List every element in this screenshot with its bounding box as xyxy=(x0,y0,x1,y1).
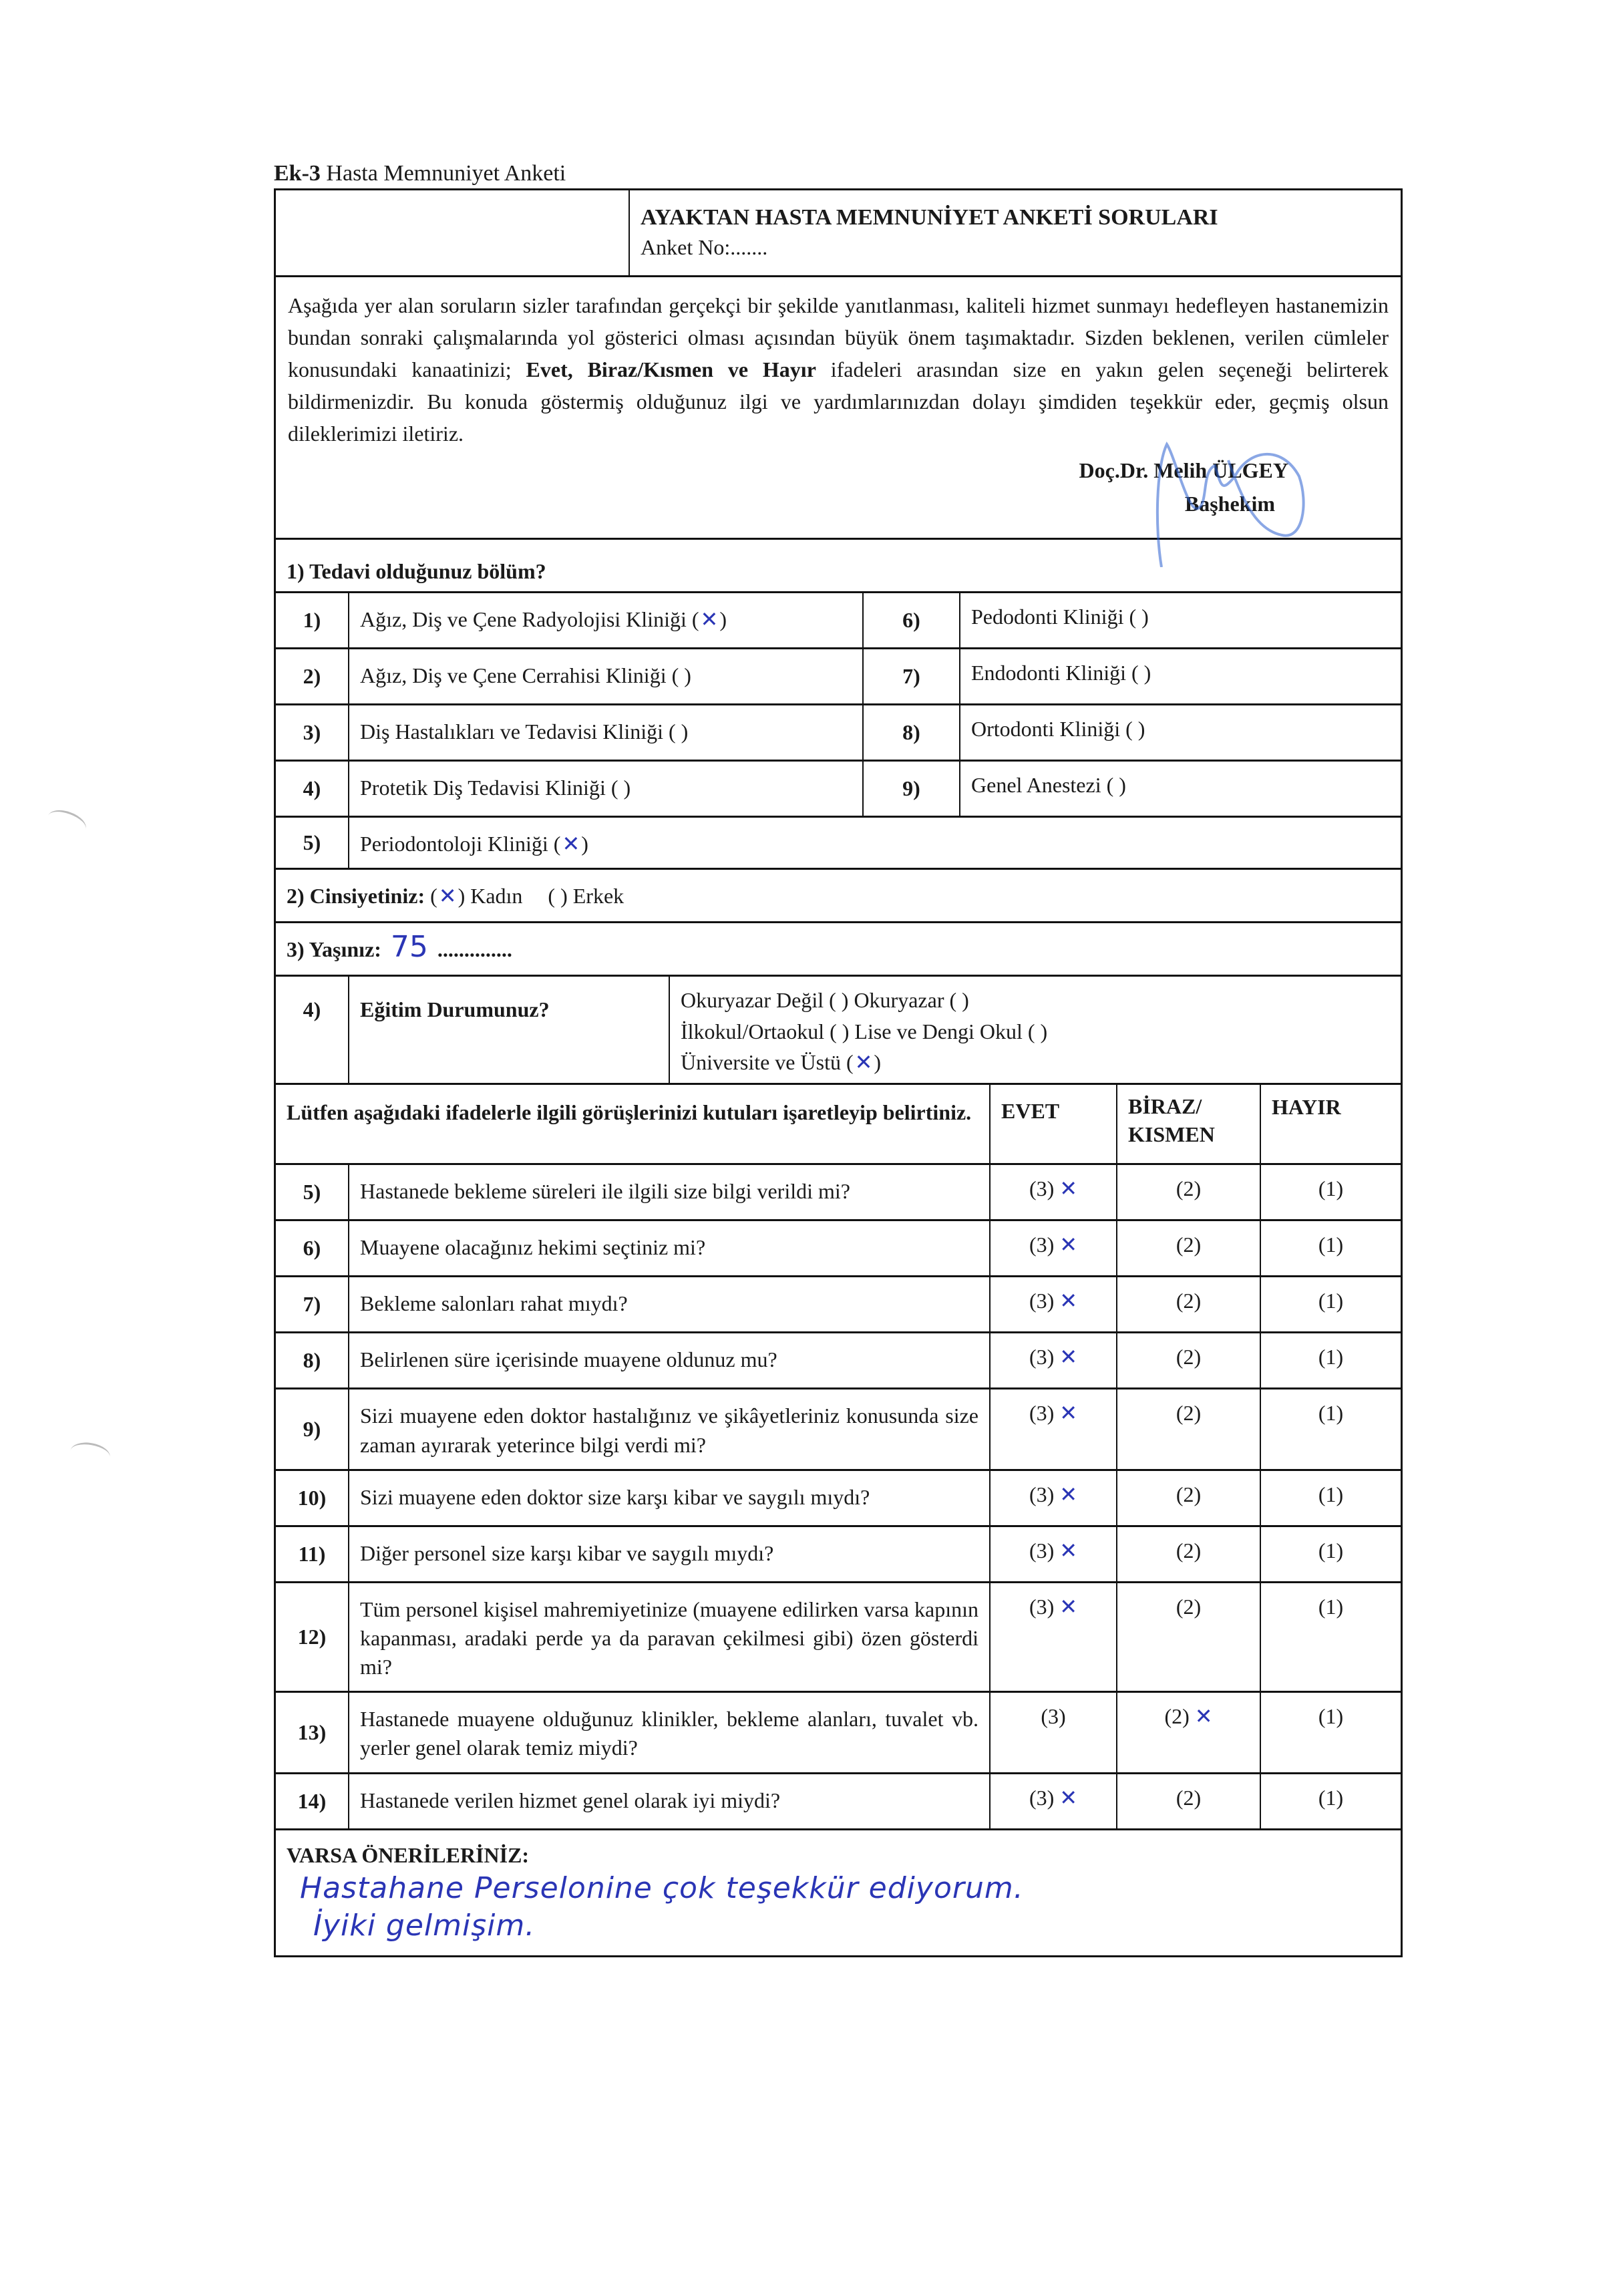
education-option-label: İlkokul/Ortaokul xyxy=(681,1019,830,1043)
signature-block xyxy=(288,454,1389,527)
rating-row xyxy=(276,1774,1401,1830)
gender-checkbox[interactable] xyxy=(430,882,465,911)
q4-label: Eğitim Durumunuz? xyxy=(349,977,670,1083)
score-label: (3) xyxy=(1029,1482,1055,1506)
q3-label: 3) Yaşınız: xyxy=(287,937,381,962)
score-checkbox xyxy=(1029,1595,1077,1619)
rating-option[interactable] xyxy=(1261,1333,1401,1387)
question-number: 5) xyxy=(276,1165,349,1219)
gender-checkbox-close-paren: ) xyxy=(458,884,466,909)
column-biraz-kismen: BİRAZ/ KISMEN xyxy=(1117,1085,1261,1163)
rating-option[interactable] xyxy=(991,1389,1117,1468)
score-checkbox xyxy=(1029,1786,1077,1810)
score-checkbox xyxy=(1029,1289,1077,1313)
score-label: (1) xyxy=(1318,1401,1344,1426)
q1-option[interactable] xyxy=(349,649,864,703)
score-checkbox xyxy=(1176,1345,1201,1369)
score-checkbox xyxy=(1318,1704,1343,1728)
document-label-prefix: Ek-3 xyxy=(274,161,321,186)
q1-option-row xyxy=(276,705,1401,762)
score-checkbox xyxy=(1029,1482,1077,1506)
education-line xyxy=(681,1047,1390,1078)
q4-number: 4) xyxy=(276,977,349,1083)
column-hayir: HAYIR xyxy=(1272,1095,1341,1120)
score-checkbox xyxy=(1176,1401,1201,1425)
gender-checkbox-parens: ( ) xyxy=(548,884,568,909)
intro-block xyxy=(276,277,1401,538)
question-text: Sizi muayene eden doktor size karşı kibar ve saygılı mıydı? xyxy=(349,1471,991,1525)
education-option-label: Üniversite ve Üstü xyxy=(681,1049,846,1074)
question-text: Hastanede verilen hizmet genel olarak iyi miydi? xyxy=(349,1774,991,1828)
score-label: (3) xyxy=(1029,1401,1055,1426)
option-checkbox-parens: ( ) xyxy=(1129,605,1149,629)
cross-mark-icon: ✕ xyxy=(1059,1176,1078,1202)
intro-part1: Aşağıda yer alan soruların sizler tarafından gerçekçi bir şekilde yanıtlanması, kaliteli hizmet sunmayı hedefleyen hastanemizin bundan sonraki çalışmalarında yol gösterici olması açısından büyük önem taşımaktadır. Sizden beklenen, verilen cümleler konusundaki kanaatinizi; xyxy=(288,293,1389,381)
score-label: (3) xyxy=(1029,1233,1055,1257)
question-text: Tüm personel kişisel mahremiyetinize (muayene edilirken varsa kapının kapanması, aradaki perde ya da paravan çekilmesi gibi) özen gösterdi mi? xyxy=(349,1583,991,1691)
score-checkbox xyxy=(1176,1595,1201,1619)
age-value[interactable]: 75 xyxy=(390,930,428,965)
rating-option[interactable] xyxy=(1261,1693,1401,1772)
option-checkbox-close-paren: ) xyxy=(719,607,727,632)
rating-option[interactable] xyxy=(1261,1774,1401,1828)
rating-option[interactable] xyxy=(1117,1277,1261,1331)
cross-mark-icon: ✕ xyxy=(854,1049,873,1075)
q1-option[interactable] xyxy=(960,593,1401,647)
rating-option[interactable] xyxy=(1117,1165,1261,1219)
rating-option[interactable] xyxy=(1261,1389,1401,1468)
ratings-instruction: Lütfen aşağıdaki ifadelerle ilgili görüşlerinizi kutuları işaretleyip belirtiniz. xyxy=(276,1085,991,1163)
q1-option[interactable] xyxy=(349,762,864,816)
q1-option[interactable] xyxy=(960,649,1401,703)
option-number: 2) xyxy=(276,649,349,703)
question-text: Bekleme salonları rahat mıydı? xyxy=(349,1277,991,1331)
question-text: Hastanede muayene olduğunuz klinikler, bekleme alanları, tuvalet vb. yerler genel olarak temiz miydi? xyxy=(349,1693,991,1772)
question-number: 14) xyxy=(276,1774,349,1828)
binder-hole-mark xyxy=(44,806,90,840)
header-row xyxy=(276,190,1401,277)
score-label: (2) xyxy=(1176,1482,1202,1506)
education-option-label: Okuryazar Değil xyxy=(681,988,830,1013)
option-label: Endodonti Kliniği xyxy=(971,661,1131,685)
score-label: (1) xyxy=(1318,1233,1344,1257)
score-label: (3) xyxy=(1029,1345,1055,1369)
cross-mark-icon: ✕ xyxy=(1059,1344,1078,1370)
score-label: (1) xyxy=(1318,1594,1344,1619)
q1-option[interactable] xyxy=(960,705,1401,760)
score-checkbox xyxy=(1176,1289,1201,1313)
question-text: Muayene olacağınız hekimi seçtiniz mi? xyxy=(349,1221,991,1275)
score-checkbox xyxy=(1318,1345,1343,1369)
option-number: 8) xyxy=(864,705,960,760)
rating-option[interactable] xyxy=(991,1583,1117,1691)
option-label: Periodontoloji Kliniği xyxy=(360,832,554,856)
score-checkbox xyxy=(1318,1176,1343,1200)
score-checkbox xyxy=(1029,1345,1077,1369)
question-number: 10) xyxy=(276,1471,349,1525)
gender-checkbox[interactable] xyxy=(548,882,567,911)
q1-options xyxy=(276,593,1401,870)
education-checkbox[interactable] xyxy=(846,1047,881,1078)
survey-number[interactable]: Anket No:....... xyxy=(641,234,768,259)
question-number: 8) xyxy=(276,1333,349,1387)
rating-option[interactable] xyxy=(1261,1527,1401,1581)
score-checkbox xyxy=(1029,1538,1077,1563)
q2-row xyxy=(276,870,1401,923)
score-label: (3) xyxy=(1029,1176,1055,1201)
gender-checkbox-open-paren: ( xyxy=(430,884,437,909)
rating-option[interactable] xyxy=(1117,1221,1261,1275)
score-checkbox xyxy=(1041,1704,1065,1728)
rating-row xyxy=(276,1471,1401,1527)
rating-option[interactable] xyxy=(991,1471,1117,1525)
q2-cell xyxy=(276,870,1401,921)
question-text: Diğer personel size karşı kibar ve saygılı mıydı? xyxy=(349,1527,991,1581)
education-checkbox-open-paren: ( xyxy=(846,1049,854,1074)
q4-options xyxy=(670,977,1401,1083)
rating-option[interactable] xyxy=(1261,1471,1401,1525)
education-checkbox[interactable] xyxy=(830,1016,849,1047)
q1-option-row xyxy=(276,593,1401,649)
education-option-label: Okuryazar xyxy=(854,988,950,1013)
education-line xyxy=(681,1016,1390,1047)
q1-option[interactable] xyxy=(349,593,864,647)
score-checkbox xyxy=(1318,1595,1343,1619)
option-checkbox[interactable] xyxy=(611,774,631,802)
option-checkbox[interactable] xyxy=(1107,771,1126,800)
rating-row xyxy=(276,1389,1401,1470)
score-label: (3) xyxy=(1029,1785,1055,1810)
score-checkbox xyxy=(1318,1233,1343,1257)
option-checkbox[interactable] xyxy=(669,717,688,746)
option-label: Pedodonti Kliniği xyxy=(971,605,1129,629)
q3-row xyxy=(276,923,1401,977)
rating-option[interactable] xyxy=(991,1221,1117,1275)
option-checkbox-parens: ( ) xyxy=(610,776,631,800)
education-line xyxy=(681,985,1390,1015)
q1-option[interactable] xyxy=(349,705,864,760)
option-checkbox-parens: ( ) xyxy=(671,663,691,688)
q1-option-row xyxy=(276,762,1401,818)
education-checkbox[interactable] xyxy=(949,985,968,1015)
option-checkbox-close-paren: ) xyxy=(581,832,588,856)
cross-mark-icon: ✕ xyxy=(1059,1537,1078,1563)
score-label: (3) xyxy=(1029,1538,1055,1563)
q2-options xyxy=(430,884,644,908)
age-dots: .............. xyxy=(437,937,512,962)
score-label: (1) xyxy=(1318,1704,1344,1729)
rating-option[interactable] xyxy=(1117,1333,1261,1387)
suggestion-line-2[interactable]: İyiki gelmişim. xyxy=(313,1908,536,1943)
question-text: Belirlenen süre içerisinde muayene oldunuz mu? xyxy=(349,1333,991,1387)
score-label: (2) xyxy=(1176,1289,1202,1313)
cross-mark-icon: ✕ xyxy=(1059,1481,1078,1507)
option-label: Ağız, Diş ve Çene Radyolojisi Kliniği xyxy=(360,607,692,632)
rating-option[interactable] xyxy=(1117,1693,1261,1772)
question-number: 11) xyxy=(276,1527,349,1581)
survey-form xyxy=(274,188,1403,1957)
q3-cell xyxy=(276,923,1401,975)
intro-text xyxy=(288,289,1389,450)
option-number: 4) xyxy=(276,762,349,816)
score-label: (1) xyxy=(1318,1538,1344,1563)
score-label: (1) xyxy=(1318,1482,1344,1506)
question-number: 6) xyxy=(276,1221,349,1275)
score-label: (1) xyxy=(1318,1345,1344,1369)
score-label: (2) xyxy=(1176,1345,1202,1369)
signatory-name: Doç.Dr. Melih ÜLGEY xyxy=(1079,458,1288,482)
education-checkbox[interactable] xyxy=(829,985,848,1015)
cross-mark-icon: ✕ xyxy=(1059,1400,1078,1426)
score-label: (1) xyxy=(1318,1785,1344,1810)
q1-header-row xyxy=(276,540,1401,593)
option-checkbox-parens: ( ) xyxy=(668,719,689,744)
option-number: 9) xyxy=(864,762,960,816)
option-checkbox-open-paren: ( xyxy=(553,832,561,856)
rating-row xyxy=(276,1333,1401,1389)
education-checkbox-parens: ( ) xyxy=(949,988,969,1013)
document-label-title: Hasta Memnuniyet Anketi xyxy=(326,161,566,186)
question-number: 7) xyxy=(276,1277,349,1331)
rating-option[interactable] xyxy=(1117,1527,1261,1581)
score-label: (1) xyxy=(1318,1289,1344,1313)
score-label: (2) xyxy=(1176,1401,1202,1426)
option-checkbox-parens: ( ) xyxy=(1125,717,1145,742)
signatory-title: Başhekim xyxy=(1184,492,1275,516)
q1-option-row xyxy=(276,818,1401,870)
rating-option[interactable] xyxy=(1117,1583,1261,1691)
option-checkbox-parens: ( ) xyxy=(1131,661,1151,685)
cross-mark-icon: ✕ xyxy=(700,607,719,633)
score-label: (3) xyxy=(1029,1594,1055,1619)
cross-mark-icon: ✕ xyxy=(1059,1288,1078,1314)
score-checkbox xyxy=(1029,1233,1077,1257)
score-label: (2) xyxy=(1176,1785,1202,1810)
option-number: 1) xyxy=(276,593,349,647)
rating-option[interactable] xyxy=(1261,1165,1401,1219)
question-text: Sizi muayene eden doktor hastalığınız ve şikâyetleriniz konusunda size zaman ayırarak yeterince bilgi verdi mi? xyxy=(349,1389,991,1468)
score-checkbox xyxy=(1318,1401,1343,1425)
header-cell xyxy=(630,190,1401,275)
education-checkbox-close-paren: ) xyxy=(874,1049,882,1074)
score-checkbox xyxy=(1318,1289,1343,1313)
score-label: (2) xyxy=(1176,1233,1202,1257)
rating-option[interactable] xyxy=(991,1774,1117,1828)
question-number: 13) xyxy=(276,1693,349,1772)
score-checkbox xyxy=(1318,1538,1343,1563)
option-checkbox[interactable] xyxy=(554,830,588,858)
score-checkbox xyxy=(1176,1538,1201,1563)
cross-mark-icon: ✕ xyxy=(1194,1703,1213,1730)
question-number: 12) xyxy=(276,1583,349,1691)
rating-row xyxy=(276,1527,1401,1583)
score-checkbox xyxy=(1029,1176,1077,1200)
rating-option[interactable] xyxy=(1117,1774,1261,1828)
document-label xyxy=(274,160,566,187)
cross-mark-icon: ✕ xyxy=(1059,1784,1078,1810)
option-checkbox[interactable] xyxy=(1129,603,1148,631)
rating-option[interactable] xyxy=(991,1333,1117,1387)
logo-cell xyxy=(276,190,630,275)
option-checkbox[interactable] xyxy=(672,661,691,690)
option-checkbox-parens: ( ) xyxy=(1106,773,1126,798)
option-label: Ağız, Diş ve Çene Cerrahisi Kliniği xyxy=(360,663,672,688)
q1-label: 1) Tedavi olduğunuz bölüm? xyxy=(287,559,546,583)
rating-row xyxy=(276,1693,1401,1774)
education-checkbox-parens: ( ) xyxy=(829,988,849,1013)
option-checkbox[interactable] xyxy=(692,605,727,634)
gender-option-label: Erkek xyxy=(567,884,624,909)
binder-hole-mark xyxy=(69,1440,112,1468)
rating-option[interactable] xyxy=(1261,1221,1401,1275)
rating-option[interactable] xyxy=(991,1165,1117,1219)
suggestions-row xyxy=(276,1830,1401,1957)
option-checkbox-open-paren: ( xyxy=(691,607,699,632)
rating-row xyxy=(276,1165,1401,1221)
gender-option-label: Kadın xyxy=(465,884,523,909)
score-label: (2) xyxy=(1176,1594,1202,1619)
question-number: 9) xyxy=(276,1389,349,1468)
form-title: AYAKTAN HASTA MEMNUNİYET ANKETİ SORULARI xyxy=(641,205,1218,230)
cross-mark-icon: ✕ xyxy=(1059,1232,1078,1258)
cross-mark-icon: ✕ xyxy=(1059,1593,1078,1619)
option-number: 3) xyxy=(276,705,349,760)
score-checkbox xyxy=(1318,1786,1343,1810)
option-label: Diş Hastalıkları ve Tedavisi Kliniği xyxy=(360,719,669,744)
option-label: Protetik Diş Tedavisi Kliniği xyxy=(360,776,611,800)
q1-option[interactable] xyxy=(349,818,1401,868)
education-option-label: Lise ve Dengi Okul xyxy=(854,1019,1028,1043)
score-checkbox xyxy=(1176,1482,1201,1506)
rating-row xyxy=(276,1277,1401,1333)
score-label: (1) xyxy=(1318,1176,1344,1201)
score-checkbox xyxy=(1176,1233,1201,1257)
rating-option[interactable] xyxy=(1117,1389,1261,1468)
q1-option[interactable] xyxy=(960,762,1401,816)
option-number: 7) xyxy=(864,649,960,703)
score-label: (3) xyxy=(1041,1704,1066,1729)
score-checkbox xyxy=(1318,1482,1343,1506)
rating-option[interactable] xyxy=(991,1277,1117,1331)
rating-row xyxy=(276,1221,1401,1277)
ratings-table xyxy=(276,1165,1401,1830)
rating-option[interactable] xyxy=(991,1693,1117,1772)
education-checkbox-parens: ( ) xyxy=(1027,1019,1048,1043)
score-checkbox xyxy=(1164,1704,1212,1728)
suggestions-label: VARSA ÖNERİLERİNİZ: xyxy=(287,1842,530,1867)
score-label: (2) xyxy=(1164,1704,1190,1729)
education-checkbox-parens: ( ) xyxy=(830,1019,850,1043)
score-label: (3) xyxy=(1029,1289,1055,1313)
education-checkbox[interactable] xyxy=(1028,1016,1047,1047)
cross-mark-icon: ✕ xyxy=(562,831,580,857)
option-checkbox[interactable] xyxy=(1125,715,1145,744)
score-checkbox xyxy=(1029,1401,1077,1425)
question-text: Hastanede bekleme süreleri ile ilgili size bilgi verildi mi? xyxy=(349,1165,991,1219)
rating-row xyxy=(276,1583,1401,1693)
suggestions-cell xyxy=(276,1830,1401,1955)
intro-bold: Evet, Biraz/Kısmen ve Hayır xyxy=(526,357,816,381)
ratings-header-row xyxy=(276,1085,1401,1165)
cross-mark-icon: ✕ xyxy=(438,883,457,909)
option-label: Ortodonti Kliniği xyxy=(971,717,1126,742)
option-number: 5) xyxy=(276,818,349,868)
rating-option[interactable] xyxy=(1261,1277,1401,1331)
q4-row xyxy=(276,977,1401,1085)
option-checkbox[interactable] xyxy=(1131,659,1151,687)
rating-option[interactable] xyxy=(1261,1583,1401,1691)
score-checkbox xyxy=(1176,1176,1201,1200)
intro-part2: ifadeleri arasından size en yakın gelen seçeneği belirterek bildirmenizdir. Bu konuda göstermiş olduğunuz ilgi ve yardımlarınızdan dolayı şimdiden teşekkür eder, geçmiş olsun dileklerimizi iletiriz. xyxy=(288,357,1389,446)
q2-label: 2) Cinsiyetiniz: xyxy=(287,884,425,909)
rating-option[interactable] xyxy=(1117,1471,1261,1525)
option-label: Genel Anestezi xyxy=(971,773,1107,798)
score-checkbox xyxy=(1176,1786,1201,1810)
suggestion-line-1[interactable]: Hastahane Perselonine çok teşekkür ediyorum. xyxy=(300,1870,1024,1905)
score-label: (2) xyxy=(1176,1176,1202,1201)
column-evet: EVET xyxy=(991,1085,1117,1163)
intro-row xyxy=(276,277,1401,540)
score-label: (2) xyxy=(1176,1538,1202,1563)
q1-option-row xyxy=(276,649,1401,705)
rating-option[interactable] xyxy=(991,1527,1117,1581)
option-number: 6) xyxy=(864,593,960,647)
